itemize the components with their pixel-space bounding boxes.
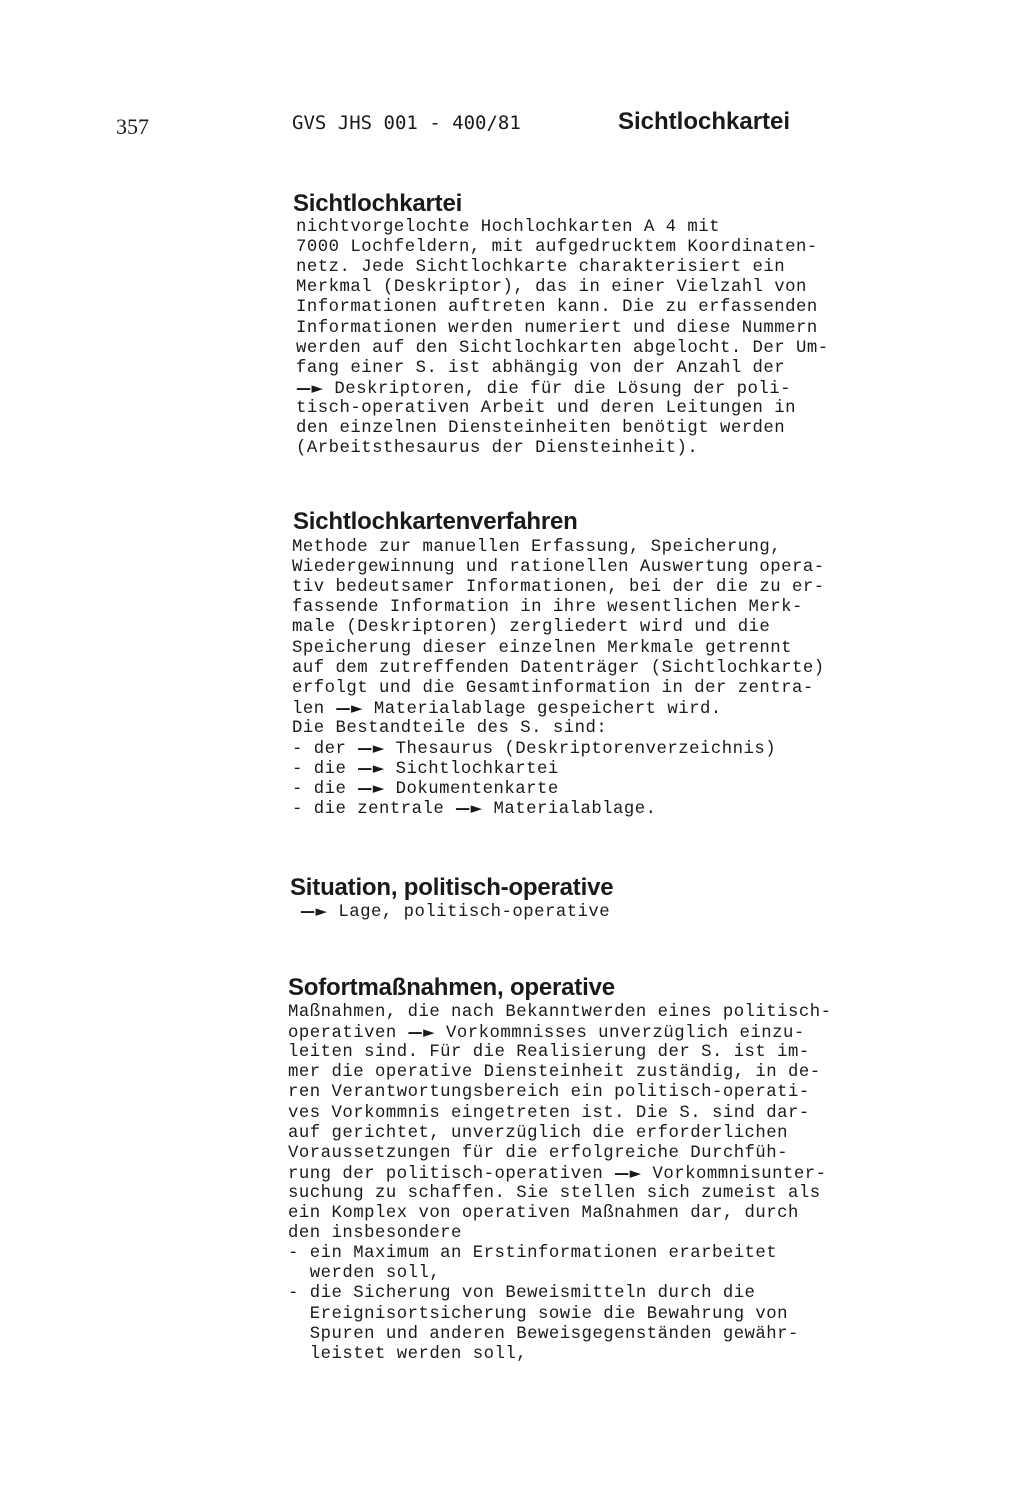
entry-text-line: - die Sicherung von Beweismitteln durch die: [288, 1284, 756, 1304]
entry-heading: Sofortmaßnahmen, operative: [288, 974, 615, 1001]
entry-text-line: netz. Jede Sichtlochkarte charakterisiert ein: [296, 258, 786, 278]
entry-text-line: —► Deskriptoren, die für die Lösung der poli-: [296, 378, 791, 399]
cross-reference-arrow-icon: —►: [357, 779, 385, 798]
entry-heading: Sichtlochkartei: [293, 190, 463, 217]
entry-text-line: leistet werden soll,: [288, 1344, 528, 1364]
cross-reference-arrow-icon: —►: [357, 739, 385, 757]
entry-text-line: Ereignisortsicherung sowie die Bewahrung von: [288, 1304, 789, 1324]
entry-text-line: nichtvorgelochte Hochlochkarten A 4 mit: [296, 218, 720, 237]
entry-text-line: ves Vorkommnis eingetreten ist. Die S. sind dar-: [288, 1103, 810, 1123]
entry-text-line: mer die operative Diensteinheit zuständig, in de-: [288, 1063, 821, 1083]
entry-text-line: Spuren und anderen Beweisgegenständen gewähr-: [288, 1324, 799, 1344]
cross-reference-arrow-icon: —►: [335, 698, 364, 717]
entry-text-line: rung der politisch-operativen —► Vorkommnisunter-: [288, 1163, 827, 1184]
cross-reference-arrow-icon: —►: [614, 1163, 642, 1182]
entry-text-line: tisch-operativen Arbeit und deren Leitungen in: [296, 398, 797, 418]
entry-text-line: - ein Maximum an Erstinformationen erarbeitet: [288, 1244, 778, 1264]
entry-text-line: den insbesondere: [288, 1224, 462, 1244]
entry-text-line: den einzelnen Diensteinheiten benötigt werden: [296, 419, 786, 438]
entry-text-line: auf gerichtet, unverzüglich die erforderlichen: [288, 1123, 789, 1143]
entry-text-line: fassende Information in ihre wesentlichen Merk-: [292, 598, 803, 618]
cross-reference-arrow-icon: —►: [455, 799, 483, 818]
entry-text-line: ein Komplex von operativen Maßnahmen dar, durch: [288, 1204, 799, 1223]
cross-reference-arrow-icon: —►: [296, 378, 324, 397]
entry-text-line: Die Bestandteile des S. sind:: [292, 718, 608, 738]
entry-text-line: —► Lage, politisch-operative: [300, 902, 611, 922]
entry-text-line: Informationen werden numeriert und diese Nummern: [296, 318, 818, 338]
entry-text-line: erfolgt und die Gesamtinformation in der zentra-: [292, 678, 814, 698]
entry-text-line: - die zentrale —► Materialablage.: [292, 799, 657, 820]
document-code: GVS JHS 001 - 400/81: [292, 112, 521, 134]
entry-text-line: Speicherung dieser einzelnen Merkmale getrennt: [292, 638, 793, 658]
cross-reference-arrow-icon: —►: [300, 902, 328, 920]
entry-text-line: tiv bedeutsamer Informationen, bei der die zu er-: [292, 578, 825, 598]
entry-text-line: fang einer S. ist abhängig von der Anzahl der: [296, 358, 786, 378]
entry-text-line: Maßnahmen, die nach Bekanntwerden eines politisch-: [288, 1003, 832, 1022]
entry-text-line: - die —► Dokumentenkarte: [292, 779, 559, 800]
entry-text-line: male (Deskriptoren) zergliedert wird und die: [292, 618, 771, 638]
entry-text-line: suchung zu schaffen. Sie stellen sich zumeist als: [288, 1183, 821, 1203]
cross-reference-arrow-icon: —►: [407, 1023, 436, 1042]
entry-text-line: Voraussetzungen für die erfolgreiche Durchfüh-: [288, 1143, 789, 1163]
entry-text-line: - die —► Sichtlochkartei: [292, 759, 559, 780]
entry-text-line: - der —► Thesaurus (Deskriptorenverzeichnis): [292, 739, 777, 759]
entry-text-line: ren Verantwortungsbereich ein politisch-operati-: [288, 1083, 810, 1103]
entry-text-line: werden auf den Sichtlochkarten abgelocht. Der Um-: [296, 338, 829, 358]
entry-text-line: operativen —► Vorkommnisses unverzüglich einzu-: [288, 1023, 805, 1044]
page-number: 357: [116, 114, 149, 139]
cross-reference-arrow-icon: —►: [357, 759, 385, 778]
entry-text-line: len —► Materialablage gespeichert wird.: [292, 698, 722, 719]
entry-text-line: Wiedergewinnung und rationellen Auswertung opera-: [292, 558, 825, 578]
entry-text-line: Methode zur manuellen Erfassung, Speicherung,: [292, 538, 782, 557]
entry-text-line: werden soll,: [288, 1264, 441, 1284]
entry-text-line: auf dem zutreffenden Datenträger (Sichtlochkarte): [292, 658, 825, 678]
entry-heading: Situation, politisch-operative: [290, 874, 614, 901]
running-title: Sichtlochkartei: [618, 108, 791, 135]
entry-text-line: (Arbeitsthesaurus der Diensteinheit).: [296, 439, 699, 459]
entry-text-line: Merkmal (Deskriptor), das in einer Vielzahl von: [296, 278, 807, 298]
entry-text-line: 7000 Lochfeldern, mit aufgedrucktem Koordinaten-: [296, 238, 818, 258]
entry-text-line: Informationen auftreten kann. Die zu erfassenden: [296, 298, 818, 318]
entry-text-line: leiten sind. Für die Realisierung der S. ist im-: [288, 1043, 810, 1063]
entry-heading: Sichtlochkartenverfahren: [293, 508, 578, 535]
